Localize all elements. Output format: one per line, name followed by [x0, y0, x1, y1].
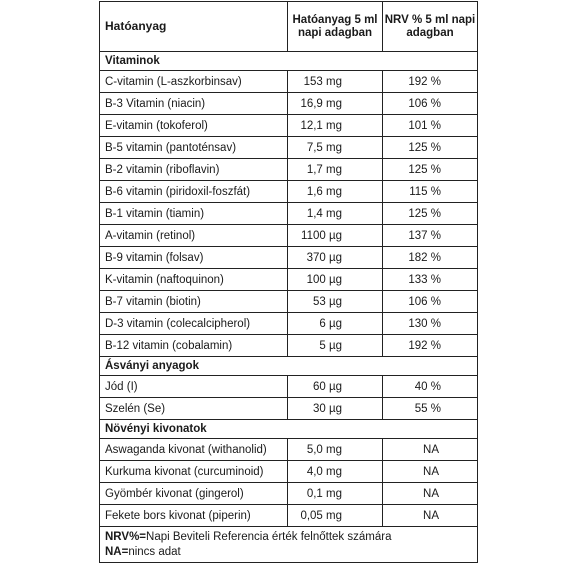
ingredient-amount: 7,5 mg: [288, 137, 383, 159]
ingredient-amount: 12,1 mg: [288, 115, 383, 137]
ingredient-name: K-vitamin (naftoquinon): [100, 269, 288, 291]
ingredient-name: D-3 vitamin (colecalcipherol): [100, 313, 288, 335]
ingredient-name: Aswaganda kivonat (withanolid): [100, 439, 288, 461]
ingredient-amount: 30 µg: [288, 398, 383, 420]
ingredient-name: B-3 Vitamin (niacin): [100, 93, 288, 115]
ingredient-nrv: NA: [383, 439, 478, 461]
ingredient-name: B-1 vitamin (tiamin): [100, 203, 288, 225]
ingredient-name: B-6 vitamin (piridoxil-foszfát): [100, 181, 288, 203]
ingredient-nrv: NA: [383, 505, 478, 527]
ingredient-amount: 370 µg: [288, 247, 383, 269]
table-row: [100, 291, 478, 313]
ingredient-amount: 1,7 mg: [288, 159, 383, 181]
table-row: [100, 203, 478, 225]
header-amount-line1: Hatóanyag 5 ml: [292, 13, 378, 26]
ingredient-name: C-vitamin (L-aszkorbinsav): [100, 71, 288, 93]
ingredient-nrv: 125 %: [383, 159, 478, 181]
header-amount: [288, 2, 383, 52]
ingredient-amount: 0,05 mg: [288, 505, 383, 527]
table-row: [100, 269, 478, 291]
section-title: Vitaminok: [100, 52, 478, 71]
footnote-nrv-text: Napi Beviteli Referencia érték felnőttek számára: [146, 530, 392, 543]
ingredient-nrv: NA: [383, 461, 478, 483]
ingredient-amount: 5 µg: [288, 335, 383, 357]
footnote: [100, 527, 478, 563]
table-row: [100, 181, 478, 203]
ingredient-name: B-12 vitamin (cobalamin): [100, 335, 288, 357]
ingredient-nrv: 115 %: [383, 181, 478, 203]
table-row: [100, 461, 478, 483]
ingredient-nrv: 192 %: [383, 335, 478, 357]
ingredient-amount: 16,9 mg: [288, 93, 383, 115]
table-row: [100, 398, 478, 420]
footnote-nrv-key: NRV%=: [105, 530, 147, 543]
table-row: [100, 71, 478, 93]
table-row: [100, 93, 478, 115]
table-row: [100, 225, 478, 247]
header-nrv-line2: adagban: [406, 26, 454, 39]
ingredient-name: A-vitamin (retinol): [100, 225, 288, 247]
footnote-row: [100, 527, 478, 563]
ingredient-nrv: 101 %: [383, 115, 478, 137]
section-header-row: [100, 52, 478, 71]
table-header-row: [100, 2, 478, 52]
ingredient-name: Fekete bors kivonat (piperin): [100, 505, 288, 527]
ingredient-name: Szelén (Se): [100, 398, 288, 420]
ingredient-nrv: 182 %: [383, 247, 478, 269]
ingredient-nrv: 40 %: [383, 376, 478, 398]
ingredient-nrv: 125 %: [383, 137, 478, 159]
section-title: Ásványi anyagok: [100, 357, 478, 376]
table-row: [100, 313, 478, 335]
header-ingredient: Hatóanyag: [100, 2, 288, 52]
footnote-na-key: NA=: [105, 545, 129, 558]
ingredient-name: B-7 vitamin (biotin): [100, 291, 288, 313]
ingredient-amount: 1100 µg: [288, 225, 383, 247]
ingredient-nrv: 192 %: [383, 71, 478, 93]
ingredient-amount: 1,4 mg: [288, 203, 383, 225]
ingredient-amount: 5,0 mg: [288, 439, 383, 461]
table-row: [100, 247, 478, 269]
ingredient-nrv: 133 %: [383, 269, 478, 291]
ingredient-amount: 6 µg: [288, 313, 383, 335]
ingredient-nrv: 137 %: [383, 225, 478, 247]
ingredient-amount: 0,1 mg: [288, 483, 383, 505]
header-nrv: [383, 2, 478, 52]
nutrition-table: [99, 1, 478, 563]
ingredient-amount: 100 µg: [288, 269, 383, 291]
ingredient-name: B-2 vitamin (riboflavin): [100, 159, 288, 181]
ingredient-name: B-5 vitamin (pantoténsav): [100, 137, 288, 159]
ingredient-amount: 1,6 mg: [288, 181, 383, 203]
ingredient-nrv: NA: [383, 483, 478, 505]
ingredient-nrv: 55 %: [383, 398, 478, 420]
section-header-row: [100, 420, 478, 439]
section-header-row: [100, 357, 478, 376]
ingredient-name: Jód (I): [100, 376, 288, 398]
ingredient-nrv: 130 %: [383, 313, 478, 335]
table-row: [100, 159, 478, 181]
section-title: Növényi kivonatok: [100, 420, 478, 439]
nutrition-table-container: [99, 1, 477, 563]
ingredient-name: E-vitamin (tokoferol): [100, 115, 288, 137]
footnote-na-text: nincs adat: [128, 545, 181, 558]
header-nrv-line1: NRV % 5 ml napi: [384, 13, 476, 26]
table-row: [100, 439, 478, 461]
table-row: [100, 376, 478, 398]
ingredient-nrv: 125 %: [383, 203, 478, 225]
table-row: [100, 483, 478, 505]
header-amount-line2: napi adagban: [297, 26, 373, 39]
table-row: [100, 335, 478, 357]
table-row: [100, 505, 478, 527]
ingredient-amount: 4,0 mg: [288, 461, 383, 483]
ingredient-amount: 53 µg: [288, 291, 383, 313]
ingredient-nrv: 106 %: [383, 291, 478, 313]
table-row: [100, 137, 478, 159]
table-row: [100, 115, 478, 137]
ingredient-amount: 153 mg: [288, 71, 383, 93]
ingredient-amount: 60 µg: [288, 376, 383, 398]
ingredient-name: B-9 vitamin (folsav): [100, 247, 288, 269]
ingredient-name: Gyömbér kivonat (gingerol): [100, 483, 288, 505]
ingredient-nrv: 106 %: [383, 93, 478, 115]
ingredient-name: Kurkuma kivonat (curcuminoid): [100, 461, 288, 483]
